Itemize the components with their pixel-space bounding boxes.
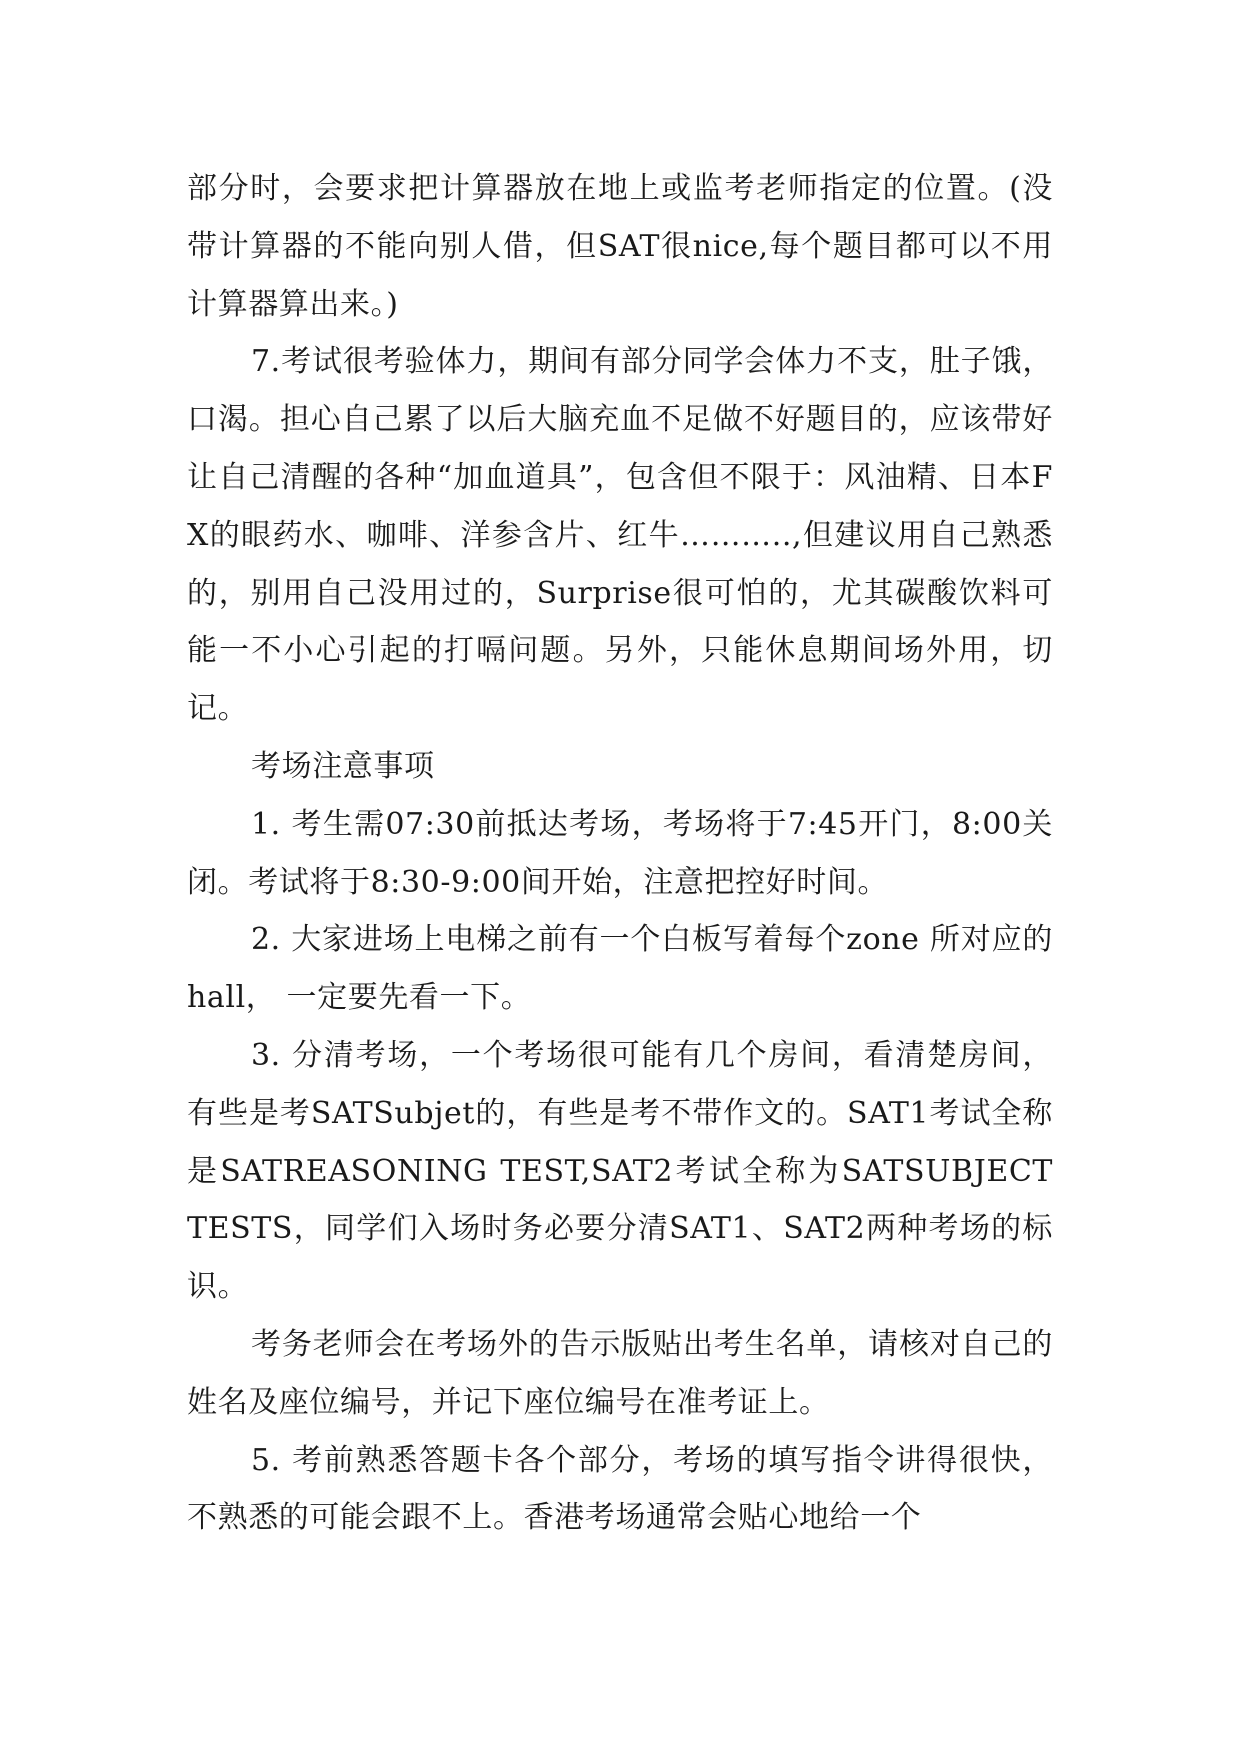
document-body [187, 160, 1053, 1547]
paragraph-calculator-note: 部分时，会要求把计算器放在地上或监考老师指定的位置。(没带计算器的不能向别人借，但SAT很nice,每个题目都可以不用计算器算出来。) [187, 171, 1053, 322]
paragraph-item-1-arrival: 1. 考生需07:30前抵达考场，考场将于7:45开门，8:00关闭。考试将于8:30-9:00间开始，注意把控好时间。 [187, 806, 1053, 900]
paragraph-item-3-rooms: 3. 分清考场，一个考场很可能有几个房间，看清楚房间，有些是考SATSubjet的，有些是考不带作文的。SAT1考试全称是SATREASONING TEST,SAT2考试全称为SATSUBJECT TESTS，同学们入场时务必要分清SAT1、SAT2两种考场的标识。 [187, 1037, 1053, 1305]
paragraph-item-5-answer-sheet: 5. 考前熟悉答题卡各个部分，考场的填写指令讲得很快，不熟悉的可能会跟不上。香港考场通常会贴心地给一个 [187, 1442, 1053, 1536]
paragraph-item-7-stamina: 7.考试很考验体力，期间有部分同学会体力不支，肚子饿，口渴。担心自己累了以后大脑充血不足做不好题目的，应该带好让自己清醒的各种“加血道具”，包含但不限于：风油精、日本FX的眼药水、咖啡、洋参含片、红牛………..,但建议用自己熟悉的，别用自己没用过的，Surprise很可怕的，尤其碳酸饮料可能一不小心引起的打嗝问题。另外，只能休息期间场外用，切记。 [187, 344, 1053, 727]
paragraph-item-2-whiteboard: 2. 大家进场上电梯之前有一个白板写着每个zone 所对应的hall， 一定要先看一下。 [187, 922, 1053, 1016]
section-heading-exam-notes: 考场注意事项 [251, 748, 435, 784]
paragraph-seat-list: 考务老师会在考场外的告示版贴出考生名单，请核对自己的姓名及座位编号，并记下座位编号在准考证上。 [187, 1326, 1053, 1420]
